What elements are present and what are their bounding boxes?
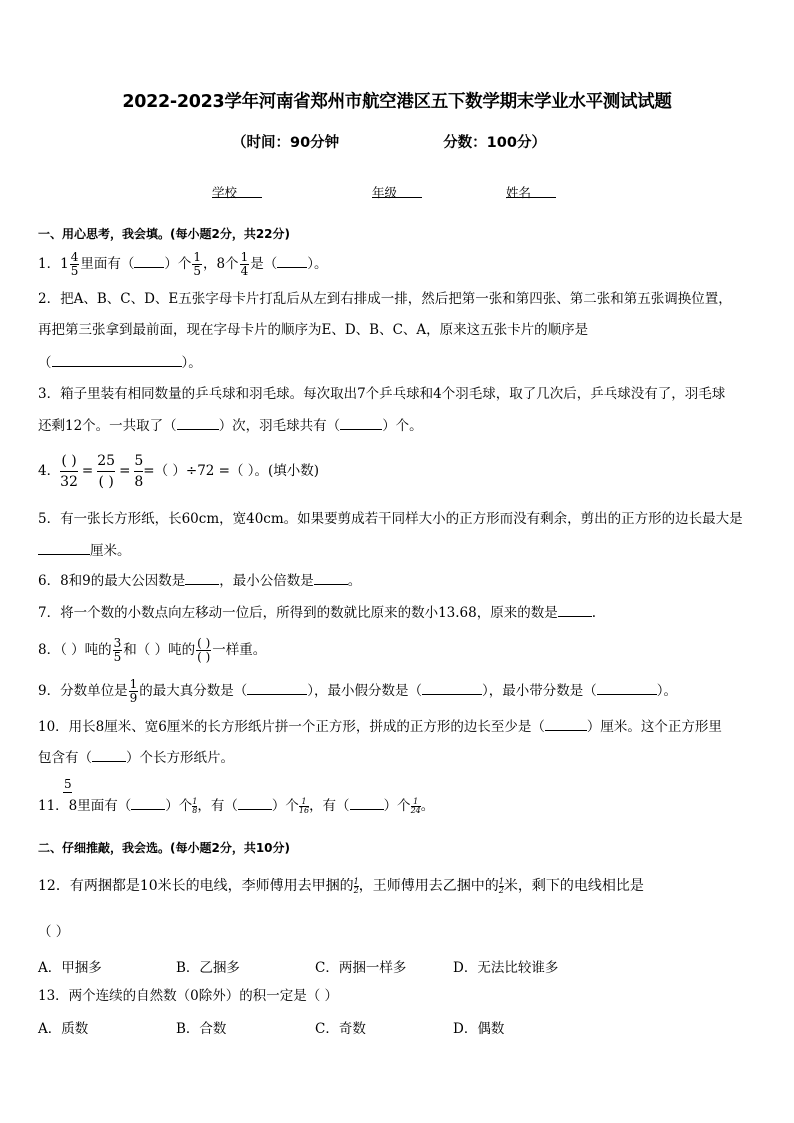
fraction: $\frac{1}{24}$	[410, 797, 421, 815]
answer-blank[interactable]	[38, 540, 90, 555]
fraction: $\frac{1}{2}$	[353, 876, 359, 895]
fraction: $\frac{1}{2}$	[498, 876, 504, 895]
fraction: $\frac{1}{16}$	[298, 797, 310, 815]
question-3-line-2: 还剩12个。一共取了（ ）次，羽毛球共有（ ）个。	[38, 415, 423, 436]
name-label: 姓名	[506, 185, 532, 200]
page-title: 2022-2023学年河南省郑州市航空港区五下数学期末学业水平测试试题	[122, 92, 672, 112]
answer-blank[interactable]	[247, 680, 307, 695]
question-12-answer-paren[interactable]: （ ）	[38, 924, 70, 940]
question-11-numerator: 5	[64, 777, 72, 791]
answer-blank[interactable]	[422, 680, 482, 695]
question-5-line-2: 厘米。	[38, 540, 131, 561]
answer-blank[interactable]	[277, 253, 307, 268]
question-11: 11．8里面有（ ）个 $\frac{1}{8}$ ，有（ ）个 $\frac{1}{16}$ ，有（ ）个 $\frac{1}{24}$ 。	[38, 797, 435, 815]
question-2-line-3: （ ）。	[38, 352, 202, 373]
fraction: $\frac{1}{9}$	[129, 677, 138, 705]
answer-blank[interactable]	[314, 570, 348, 585]
fraction: $\frac{1}{5}$	[193, 250, 201, 278]
answer-blank[interactable]	[558, 602, 592, 617]
answer-blank[interactable]	[177, 415, 219, 430]
fraction: $\frac{( )}{( )}$	[197, 636, 211, 664]
question-10-line-2: 包含有（ ）个长方形纸片。	[38, 747, 234, 768]
q13-option-d[interactable]: D．偶数	[453, 1021, 505, 1037]
fraction: 25 ( )	[97, 453, 116, 490]
question-7: 7．将一个数的小数点向左移动一位后，所得到的数就比原来的数小13.68，原来的数是 .	[38, 602, 596, 623]
q12-option-a[interactable]: A．甲捆多	[38, 960, 102, 976]
answer-blank[interactable]	[350, 795, 384, 810]
question-4: 4． ( ) 32 = 25 ( ) = $\frac{5}{8}$ =（ ）÷72 =（ ）。(填小数)	[38, 453, 320, 490]
school-blank[interactable]	[212, 183, 262, 198]
school-label: 学校	[212, 185, 238, 200]
q12-option-c[interactable]: C．两捆一样多	[315, 960, 407, 976]
exam-subtitle	[232, 131, 546, 152]
question-1: 1．1 $\frac{4}{5}$ 里面有（ ）个 $\frac{1}{5}$ ，8个 $\frac{1}{4}$ 是（ ）。	[38, 250, 328, 278]
answer-blank[interactable]	[597, 680, 657, 695]
question-2-line-1: 2．把A、B、C、D、E五张字母卡片打乱后从左到右排成一排，然后把第一张和第四张、第二张和第五张调换位置，	[38, 291, 732, 307]
time-info: （时间：90分钟	[232, 135, 340, 151]
answer-blank[interactable]	[340, 415, 382, 430]
question-13: 13．两个连续的自然数（0除外）的积一定是（ ）	[38, 988, 339, 1004]
question-9: 9．分数单位是 $\frac{1}{9}$ 的最大真分数是（ ），最小假分数是（ ），最小带分数是（ ）。	[38, 677, 677, 705]
q13-option-a[interactable]: A．质数	[38, 1021, 89, 1037]
score-info: 分数：100分）	[443, 135, 546, 151]
section-2-heading: 二、仔细推敲，我会选。(每小题2分，共10分)	[38, 841, 291, 855]
answer-blank[interactable]	[52, 352, 182, 367]
answer-blank[interactable]	[134, 253, 164, 268]
q12-option-d[interactable]: D．无法比较谁多	[453, 960, 559, 976]
answer-blank[interactable]	[545, 716, 587, 731]
fraction: $\frac{5}{8}$	[134, 453, 144, 490]
fraction: $\frac{4}{5}$	[70, 250, 79, 278]
name-blank[interactable]	[506, 183, 556, 198]
grade-label: 年级	[372, 185, 398, 200]
question-3-line-1: 3．箱子里装有相同数量的乒乓球和羽毛球。每次取出7个乒乓球和4个羽毛球，取了几次后，乒乓球没有了，羽毛球	[38, 386, 726, 402]
fraction: ( ) 32	[60, 453, 78, 490]
question-2-line-2: 再把第三张拿到最前面，现在字母卡片的顺序为E、D、B、C、A，原来这五张卡片的顺序是	[38, 322, 589, 338]
q13-option-c[interactable]: C．奇数	[315, 1021, 366, 1037]
grade-blank[interactable]	[372, 183, 422, 198]
question-10-line-1: 10．用长8厘米、宽6厘米的长方形纸片拼一个正方形，拼成的正方形的边长至少是（ ）厘米。这个正方形里	[38, 716, 722, 737]
fraction: $\frac{3}{5}$	[113, 636, 122, 664]
question-8: 8．（ ）吨的 $\frac{3}{5}$ 和（ ）吨的 $\frac{( )}{( )}$ 一样重。	[38, 636, 267, 664]
question-6: 6．8和9的最大公因数是 ，最小公倍数是 。	[38, 570, 361, 591]
fraction-bar	[63, 792, 72, 793]
q13-option-b[interactable]: B．合数	[176, 1021, 227, 1037]
q12-option-b[interactable]: B．乙捆多	[176, 960, 240, 976]
answer-blank[interactable]	[238, 795, 272, 810]
answer-blank[interactable]	[131, 795, 165, 810]
question-12: 12．有两捆都是10米长的电线，李师傅用去甲捆的 $\frac{1}{2}$ ，王师傅用去乙捆中的 $\frac{1}{2}$ 米，剩下的电线相比是	[38, 876, 644, 895]
answer-blank[interactable]	[185, 570, 219, 585]
fraction: $\frac{1}{4}$	[240, 250, 249, 278]
fraction: $\frac{1}{8}$	[192, 797, 198, 815]
section-1-heading: 一、用心思考，我会填。(每小题2分，共22分)	[38, 227, 291, 241]
question-5-line-1: 5．有一张长方形纸，长60cm，宽40cm。如果要剪成若干同样大小的正方形而没有剩余，剪出的正方形的边长最大是	[38, 511, 743, 527]
answer-blank[interactable]	[92, 747, 126, 762]
